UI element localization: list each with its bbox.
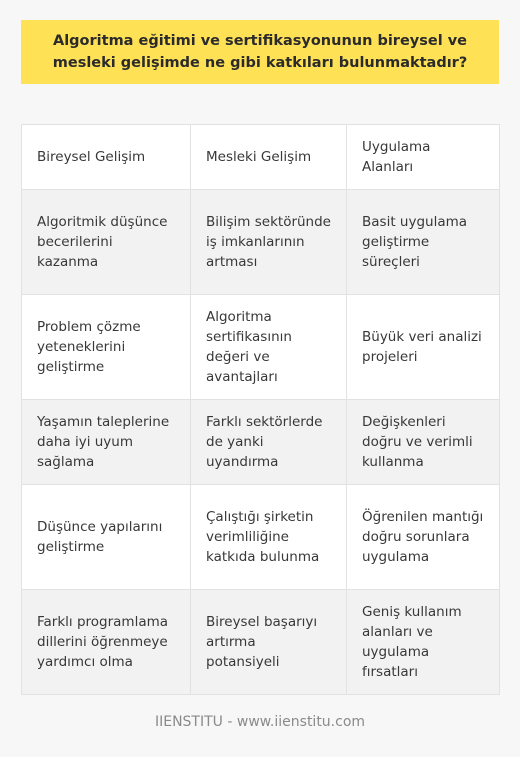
table-cell: Büyük veri analizi projeleri [347,295,500,400]
column-header-mesleki: Mesleki Gelişim [191,125,347,190]
table-cell: Düşünce yapılarını geliştirme [22,485,191,590]
site-footer: IIENSTITU - www.iienstitu.com [154,714,366,730]
table-header-row [22,125,500,190]
table-cell: Algoritma sertifikasının değeri ve avantajları [191,295,347,400]
table-row [22,485,500,590]
table-cell: Algoritmik düşünce becerilerini kazanma [22,190,191,295]
page-title: Algoritma eğitimi ve sertifikasyonunun bireysel ve mesleki gelişimde ne gibi katkıları bulunmaktadır? [52,33,468,71]
table-row [22,400,500,485]
table-cell: Çalıştığı şirketin verimliliğine katkıda bulunma [191,485,347,590]
title-banner [21,20,499,84]
table-row [22,590,500,695]
table-cell: Farklı sektörlerde de yanki uyandırma [191,400,347,485]
table-cell: Değişkenleri doğru ve verimli kullanma [347,400,500,485]
table-cell: Yaşamın taleplerine daha iyi uyum sağlama [22,400,191,485]
table-cell: Geniş kullanım alanları ve uygulama fırsatları [347,590,500,695]
table-cell: Bireysel başarıyı artırma potansiyeli [191,590,347,695]
column-header-uygulama: Uygulama Alanları [347,125,500,190]
column-header-bireysel: Bireysel Gelişim [22,125,191,190]
table-row [22,190,500,295]
table-cell: Basit uygulama geliştirme süreçleri [347,190,500,295]
table-cell: Farklı programlama dillerini öğrenmeye yardımcı olma [22,590,191,695]
table-cell: Öğrenilen mantığı doğru sorunlara uygulama [347,485,500,590]
table-row [22,295,500,400]
table-cell: Bilişim sektöründe iş imkanlarının artması [191,190,347,295]
table-cell: Problem çözme yeteneklerini geliştirme [22,295,191,400]
contributions-table [21,124,500,695]
